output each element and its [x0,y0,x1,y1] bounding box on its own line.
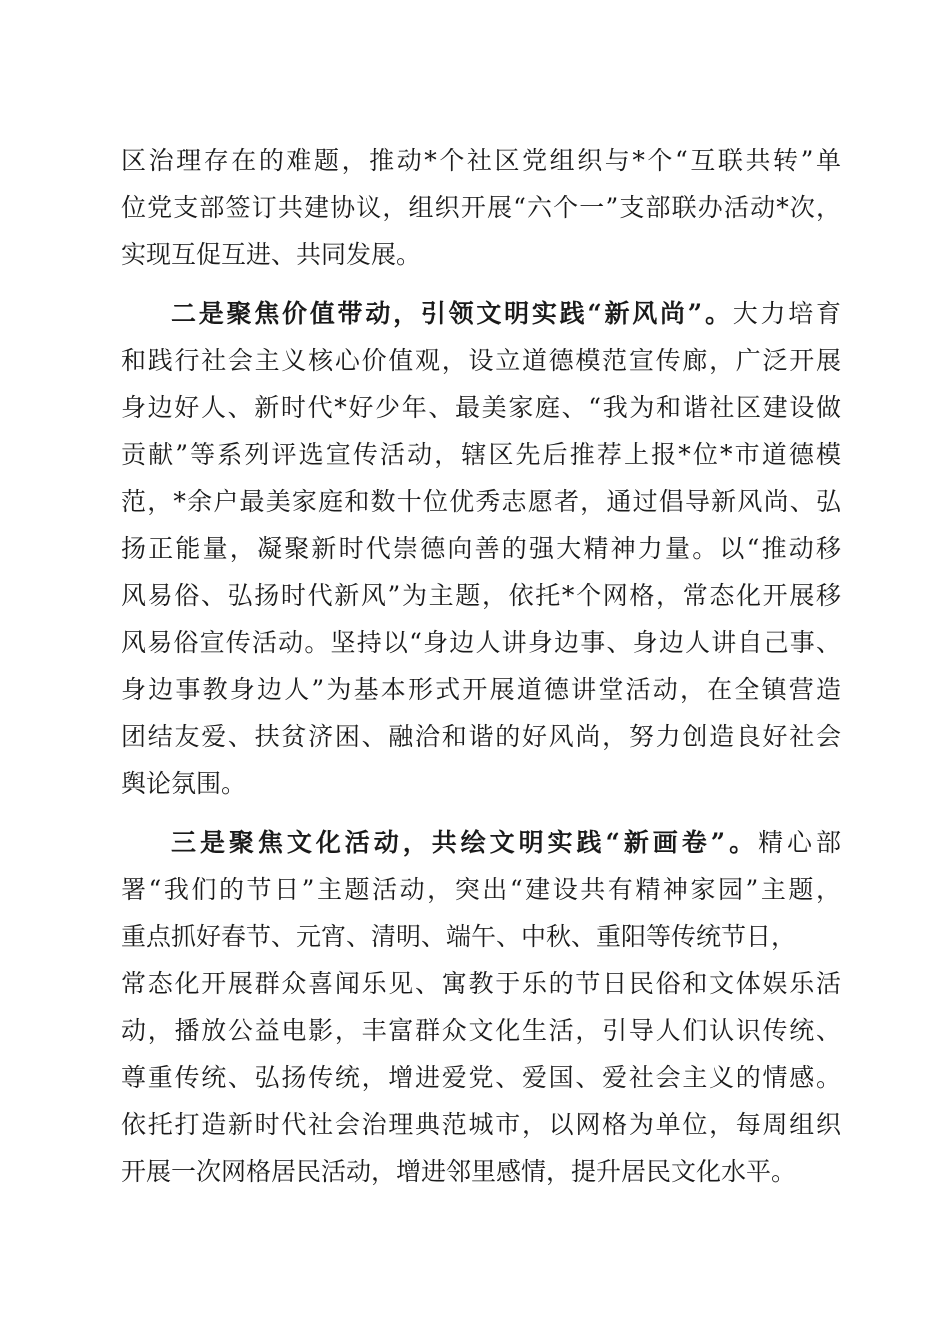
section-heading-3: 三是聚焦文化活动，共绘文明实践“新画卷”。 [171,828,759,857]
paragraph-line: 舆论氛围。 [121,769,247,798]
paragraph-line: 范，*余户最美家庭和数十位优秀志愿者，通过倡导新风尚、弘 [121,487,841,516]
paragraph-line-rest: 大力培育 [732,299,841,328]
paragraph-line-rest: 精心部 [758,828,841,857]
paragraph-line: 署“我们的节日”主题活动，突出“建设共有精神家园”主题， [121,875,841,904]
paragraph-line: 扬正能量，凝聚新时代崇德向善的强大精神力量。以“推动移 [121,534,841,563]
paragraph-line: 身边事教身边人”为基本形式开展道德讲堂活动，在全镇营造 [121,675,841,704]
paragraph-line: 风易俗、弘扬时代新风”为主题，依托*个网格，常态化开展移 [121,581,841,610]
paragraph-line: 尊重传统、弘扬传统，增进爱党、爱国、爱社会主义的情感。 [121,1063,841,1092]
paragraph-line: 位党支部签订共建协议，组织开展“六个一”支部联办活动*次， [121,193,841,222]
paragraph-line: 动，播放公益电影，丰富群众文化生活，引导人们认识传统、 [121,1016,841,1045]
document-body [121,137,841,1195]
paragraph-line: 贡献”等系列评选宣传活动，辖区先后推荐上报*位*市道德模 [121,440,841,469]
paragraph-3 [121,819,841,1195]
paragraph-line: 和践行社会主义核心价值观，设立道德模范宣传廊，广泛开展 [121,346,841,375]
paragraph-line: 重点抓好春节、元宵、清明、端午、中秋、重阳等传统节日， [121,922,797,951]
paragraph-first-line [121,819,841,866]
paragraph-line: 身边好人、新时代*好少年、最美家庭、“我为和谐社区建设做 [121,393,841,422]
paragraph-line: 依托打造新时代社会治理典范城市，以网格为单位，每周组织 [121,1110,841,1139]
paragraph-line: 团结友爱、扶贫济困、融洽和谐的好风尚，努力创造良好社会 [121,722,841,751]
paragraph-line: 区治理存在的难题，推动*个社区党组织与*个“互联共转”单 [121,146,841,175]
paragraph-1 [121,137,841,278]
section-heading-2: 二是聚焦价值带动，引领文明实践“新风尚”。 [171,299,733,328]
paragraph-line: 开展一次网格居民活动，增进邻里感情，提升居民文化水平。 [121,1157,797,1186]
paragraph-first-line [121,290,841,337]
paragraph-line: 常态化开展群众喜闻乐见、寓教于乐的节日民俗和文体娱乐活 [121,969,841,998]
paragraph-line: 实现互促互进、共同发展。 [121,240,422,269]
paragraph-line: 风易俗宣传活动。坚持以“身边人讲身边事、身边人讲自己事、 [121,628,841,657]
paragraph-2 [121,290,841,807]
